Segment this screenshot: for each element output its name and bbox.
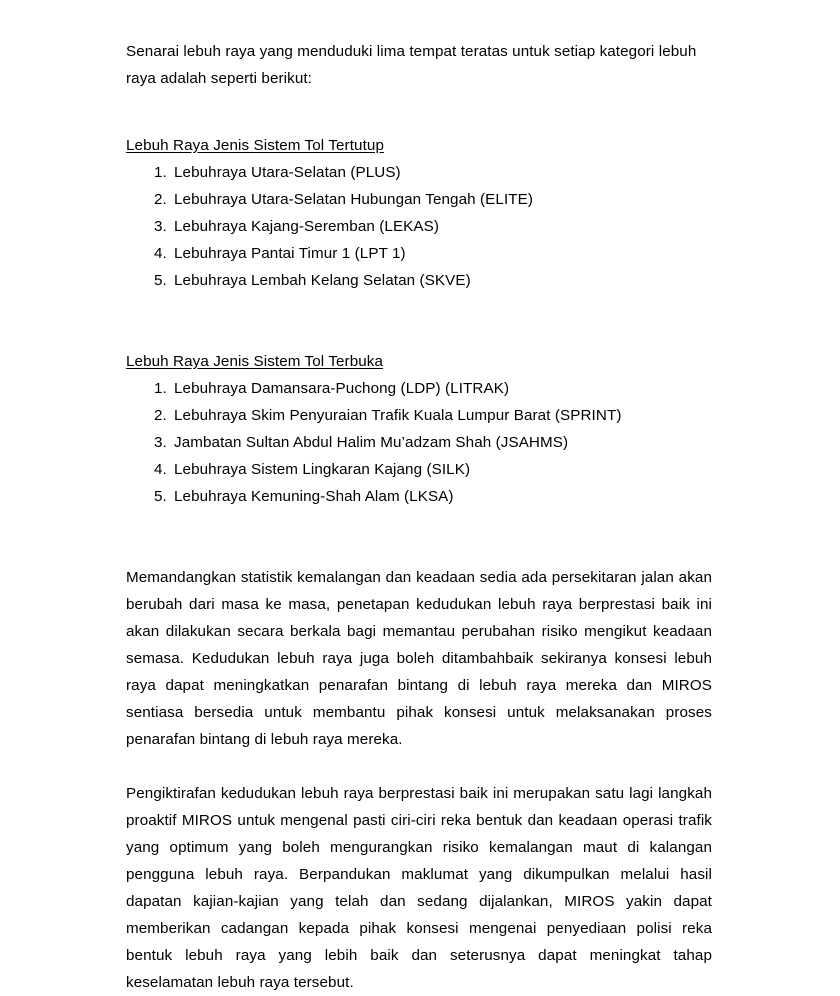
list-item: Lebuhraya Sistem Lingkaran Kajang (SILK) xyxy=(174,461,471,478)
road-list-open-toll xyxy=(126,375,712,510)
document-content xyxy=(126,38,712,996)
spacer xyxy=(126,510,712,564)
section-open-toll xyxy=(126,348,712,510)
body-paragraph-1: Memandangkan statistik kemalangan dan keadaan sedia ada persekitaran jalan akan berubah dari masa ke masa, penetapan kedudukan lebuh raya berprestasi baik ini akan dilakukan secara berkala bagi memantau perubahan risiko mengikut keadaan semasa. Kedudukan lebuh raya juga boleh ditambahbaik sekiranya konsesi lebuh raya dapat meningkatkan penarafan bintang di lebuh raya mereka dan MIROS sentiasa bersedia untuk membantu pihak konsesi untuk melaksanakan proses penarafan bintang di lebuh raya mereka. xyxy=(126,569,712,748)
list-item: Lebuhraya Pantai Timur 1 (LPT 1) xyxy=(174,245,406,262)
spacer xyxy=(126,753,712,780)
list-item: Lebuhraya Utara-Selatan Hubungan Tengah (ELITE) xyxy=(174,191,534,208)
list-item: Lebuhraya Damansara-Puchong (LDP) (LITRAK) xyxy=(174,380,510,397)
body-paragraph-2: Pengiktirafan kedudukan lebuh raya berprestasi baik ini merupakan satu lagi langkah proaktif MIROS untuk mengenal pasti ciri-ciri reka bentuk dan keadaan operasi trafik yang optimum yang boleh mengurangkan risiko kemalangan maut di kalangan pengguna lebuh raya. Berpandukan maklumat yang dikumpulkan melalui hasil dapatan kajian-kajian yang telah dan sedang dijalankan, MIROS yakin dapat memberikan cadangan kepada pihak konsesi mengenai penyediaan polisi reka bentuk lebuh raya yang lebih baik dan seterusnya dapat meningkat tahap keselamatan lebuh raya tersebut. xyxy=(126,785,712,991)
list-item: Lebuhraya Kajang-Seremban (LEKAS) xyxy=(174,218,440,235)
list-item: Lebuhraya Skim Penyuraian Trafik Kuala Lumpur Barat (SPRINT) xyxy=(174,407,622,424)
list-item: Lebuhraya Lembah Kelang Selatan (SKVE) xyxy=(174,272,471,289)
list-item: Lebuhraya Utara-Selatan (PLUS) xyxy=(174,164,401,181)
spacer xyxy=(126,92,712,132)
list-item: Jambatan Sultan Abdul Halim Mu’adzam Shah (JSAHMS) xyxy=(174,434,569,451)
section-closed-toll xyxy=(126,132,712,294)
road-list-closed-toll xyxy=(126,159,712,294)
spacer xyxy=(126,294,712,348)
section-heading-open-toll: Lebuh Raya Jenis Sistem Tol Terbuka xyxy=(126,353,384,370)
section-heading-closed-toll: Lebuh Raya Jenis Sistem Tol Tertutup xyxy=(126,137,384,154)
intro-paragraph: Senarai lebuh raya yang menduduki lima tempat teratas untuk setiap kategori lebuh raya adalah seperti berikut: xyxy=(126,43,697,87)
list-item: Lebuhraya Kemuning-Shah Alam (LKSA) xyxy=(174,488,454,505)
